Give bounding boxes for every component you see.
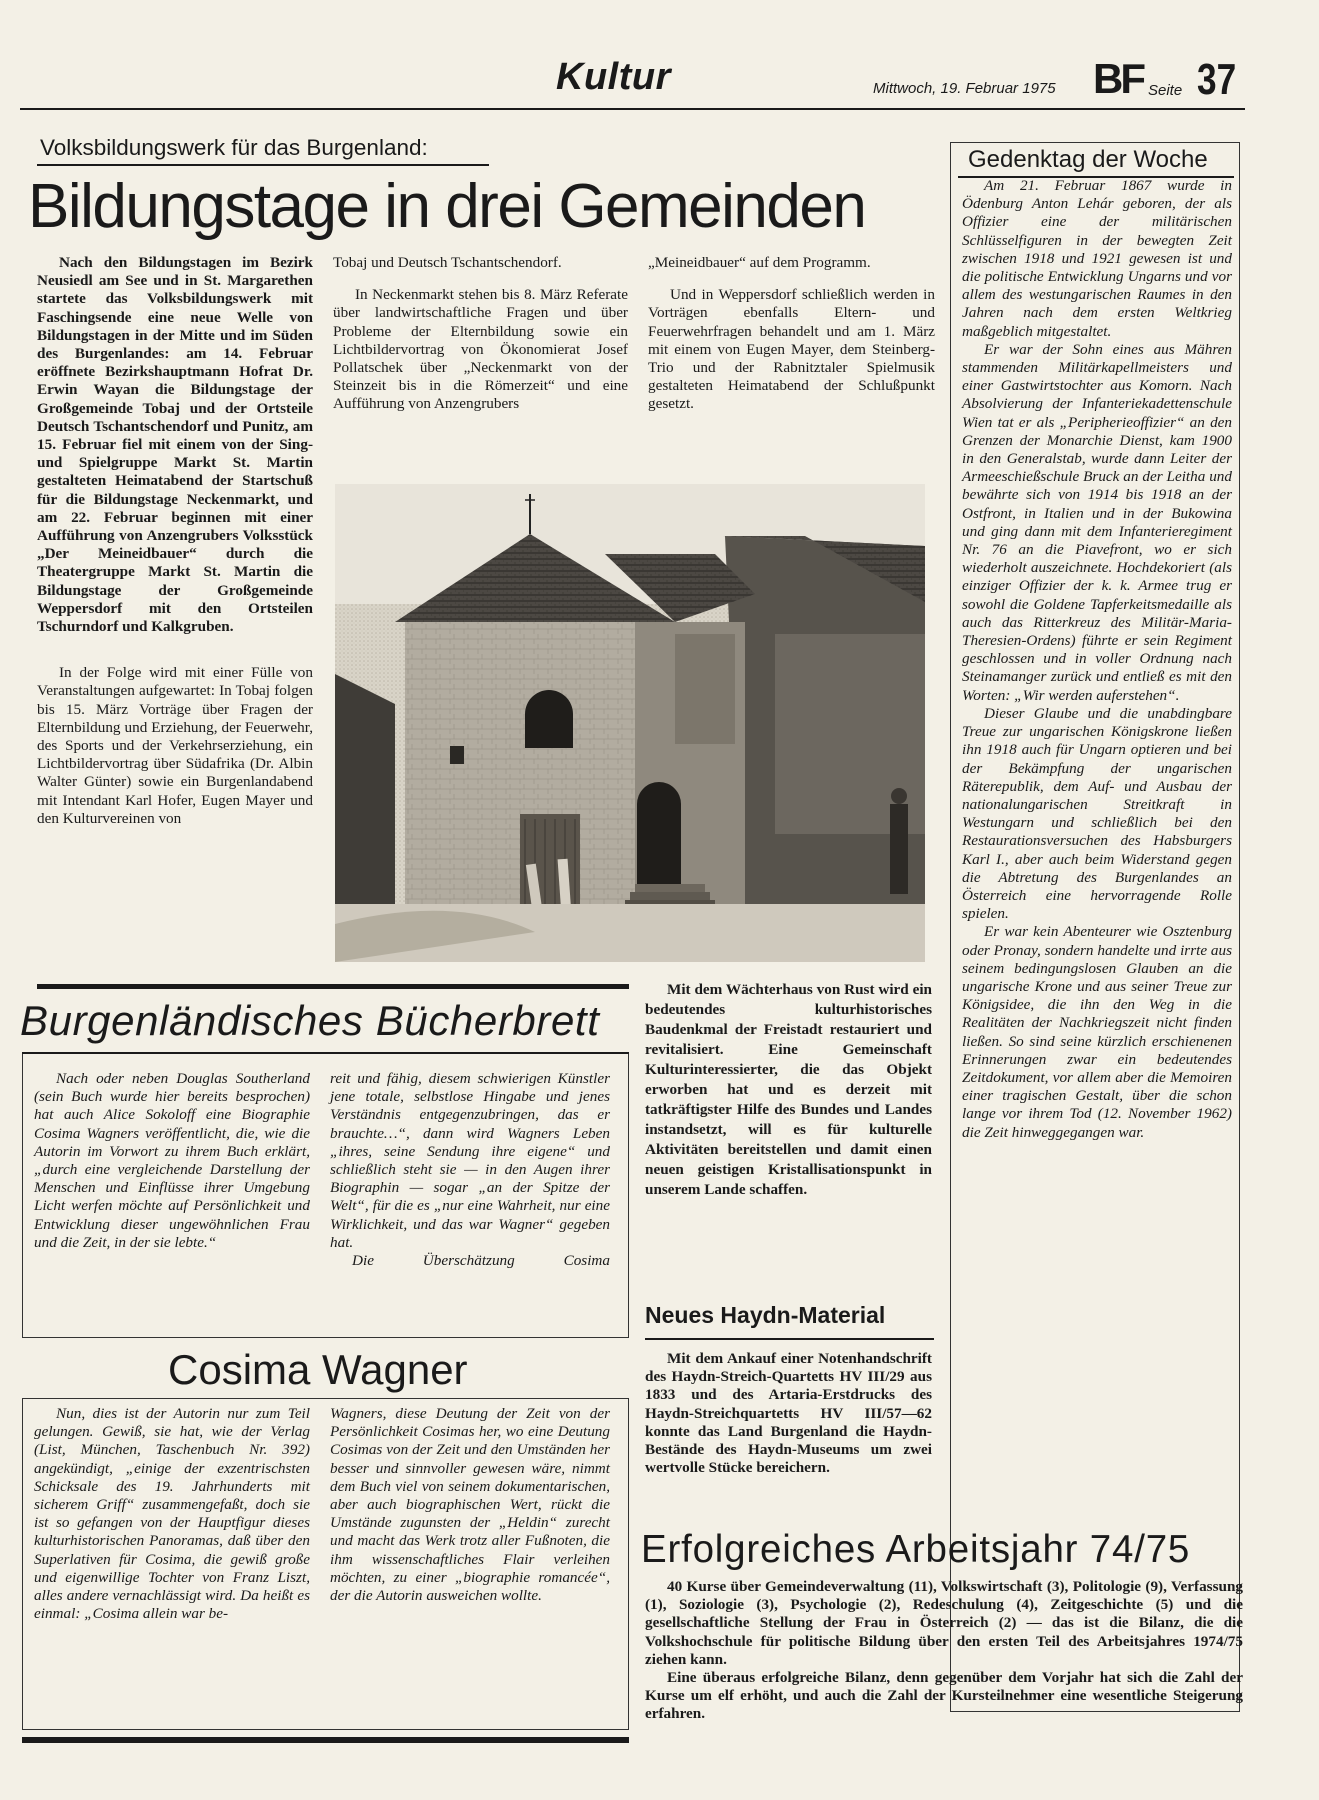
books-paragraph: Nun, dies ist der Autorin nur zum Teil gelungen. Gewiß, sie hat, wie der Verlag (List, München, Taschenbuch Nr. 392) angekündigt, „einige der exzentrischsten Schicksale des 19. Jahrhunderts mit sicherem Griff“ zusammengefaßt, doch sie ist so gefangen von der Hauptfigur dieses kulturhistorischen Panoramas, daß über den Superlativen für Cosima, die gewiß große und eigenwillige Tochter von Franz Liszt, alles andere vernachlässigt wird. Da heißt es einmal: „Cosima allein war be- xyxy=(34,1405,310,1623)
erfolg-heading: Erfolgreiches Arbeitsjahr 74/75 xyxy=(641,1528,1191,1571)
kicker-underline xyxy=(37,164,489,166)
gedenktag-paragraph: Er war kein Abenteurer wie Osztenburg oder Pronay, sondern handelte und irrte aus seinem bedingungslosen Glauben an die ungarische Krone und aus seiner Treue zur Königsidee, die ihn den Weg in die Realitäten der Nachkriegszeit nicht finden ließen. So sind seine kürzlich erschienenen Erinnerungen zwar ein bedeutendes Zeitdokument, vor allem aber die Memoiren einer tragischen Gestalt, über die schon lange vor ihrem Tod (12. November 1962) die Zeit hinweggegangen war. xyxy=(962,923,1232,1141)
article-col-3 xyxy=(648,254,935,414)
newspaper-logo: BF xyxy=(1093,55,1143,102)
haydn-paragraph: Mit dem Ankauf einer Notenhandschrift des Haydn-Streich-Quartetts HV III/29 aus 1833 und des Artaria-Erstdrucks des Haydn-Streichquartetts HV III/57—62 konnte das Land Burgenland die Haydn-Bestände des Haydn-Museums um zwei wertvolle Stücke bereichern. xyxy=(645,1350,932,1477)
books-paragraph: Die Überschätzung Cosima xyxy=(352,1252,610,1270)
article-paragraph: „Meineidbauer“ auf dem Programm. xyxy=(648,254,871,271)
gedenktag-paragraph: Dieser Glaube und die unabdingbare Treue zur ungarischen Königskrone ließen ihn 1918 auch für Ungarn optieren und bei der Bekämpfung der ungarischen Räterepublik, dem Auf- und Ausbau der nationalungarischen Streitkraft in Westungarn und schließlich bei den Restaurationsversuchen des Habsburgers Karl I., aber auch beim Widerstand gegen die Abtretung des Burgenlandes an Österreich eine hervorragende Rolle spielen. xyxy=(962,704,1232,923)
books-paragraph: Wagners, diese Deutung der Zeit von der Persönlichkeit Cosimas her, wo eine Deutung Cosimas von der Zeit und den Umständen her besser und sinnvoller gewesen wäre, nimmt dem Buch viel von seinem dokumentarischen, aber auch biographischen Wert, rückt die Umstände zugunsten der „Heldin“ zurecht und macht das Werk trotz aller Fußnoten, die ihm wissenschaftliches Flair verleihen möchten, zu einer „biographie romancée“, der die Autorin ausweichen wollte. xyxy=(330,1405,610,1605)
gedenktag-heading: Gedenktag der Woche xyxy=(968,146,1208,173)
books-col-1 xyxy=(34,1070,310,1252)
haydn-col xyxy=(645,1350,932,1477)
watchhouse-photo xyxy=(335,484,925,962)
gedenktag-paragraph: Am 21. Februar 1867 wurde in Ödenburg Anton Lehár geboren, der als Offizier eine der militärischen Schlüsselfiguren in der bewegten Zeit zwischen 1918 und 1921 gewesen ist und die politische Entwicklung Ungarns und vor allem des westungarischen Raumes in den Jahren nach dem ersten Weltkrieg maßgeblich mitgestaltet. xyxy=(962,177,1232,340)
erfolg-paragraph: 40 Kurse über Gemeindeverwaltung (11), Volkswirtschaft (3), Politologie (9), Verfassung (1), Soziologie (3), Psychologie (2), Redeschulung (4), Zeitgeschichte (5) und die gesellschaftliche Stellung der Frau in Österreich (2) — das ist die Bilanz, die die Volkshochschule für politische Bildung über den ersten Teil des Arbeitsjahres 1974/75 ziehen kann. xyxy=(645,1578,1243,1668)
books-bottom-rule xyxy=(22,1737,629,1743)
haydn-heading: Neues Haydn-Material xyxy=(645,1302,886,1328)
photo-caption-col xyxy=(645,980,932,1200)
article-paragraph: In der Folge wird mit einer Fülle von Veranstaltungen aufgewartet: In Tobaj folgen bis 15. März Vorträge über Fragen der Elternbildung und Erziehung, der Feuerwehr, des Sports und der Verkehrserziehung, ein Lichtbildervortrag über Südafrika (Dr. Albin Walter Günter) sowie ein Burgenlandabend mit Intendant Karl Hofer, Eugen Mayer und den Kulturvereinen von xyxy=(37,664,313,827)
section-title: Kultur xyxy=(556,56,671,98)
article-paragraph: Und in Weppersdorf schließlich werden in Vorträgen ebenfalls Eltern- und Feuerwehrfragen behandelt und am 1. März mit einem von Eugen Mayer, dem Steinberg-Trio und der Rabnitztaler Spielmusik gestalteten Heimatabend der Schlußpunkt gesetzt. xyxy=(648,286,935,413)
article-lead: Nach den Bildungstagen im Bezirk Neusiedl am See und in St. Margarethen startete das Volksbildungswerk mit Faschingsende eine neue Welle von Bildungstagen in der Mitte und im Süden des Burgenlandes: am 14. Februar eröffnete Bezirkshauptmann Hofrat Dr. Erwin Wayan die Bildungstage der Großgemeinde Tobaj und der Ortsteile Deutsch Tschantschendorf und Punitz, am 15. Februar fiel mit einem von der Sing- und Spielgruppe Markt St. Martin gestalteten Heimatabend der Startschuß für die Bildungstage Neckenmarkt, und am 22. Februar beginnen mit einer Aufführung von Anzengrubers Volksstück „Der Meineidbauer“ durch die Theatergruppe Markt St. Martin die Bildungstage der Großgemeinde Weppersdorf mit den Ortsteilen Tschurndorf und Kalkgruben. xyxy=(37,254,313,636)
issue-date: Mittwoch, 19. Februar 1975 xyxy=(873,80,1056,97)
books-heading: Burgenländisches Bücherbrett xyxy=(20,997,600,1044)
article-paragraph: In Neckenmarkt stehen bis 8. März Referate über landwirtschaftliche Fragen und über Probleme der Elternbildung sowie ein Lichtbildervortrag von Ökonomierat Josef Pollatschek über „Neckenmarkt von der Steinzeit bis in die Römerzeit“ und eine Aufführung von Anzengrubers xyxy=(333,286,628,413)
article-paragraph: Tobaj und Deutsch Tschantschendorf. xyxy=(333,254,562,271)
article-kicker: Volksbildungswerk für das Burgenland: xyxy=(40,135,428,160)
erfolg-paragraph: Eine überaus erfolgreiche Bilanz, denn gegenüber dem Vorjahr hat sich die Zahl der Kurse um elf erhöht, und auch die Zahl der Kursteilnehmer eine wesentliche Steigerung erfahren. xyxy=(645,1669,1243,1723)
books-col-3 xyxy=(34,1405,310,1623)
gedenktag-paragraph: Er war der Sohn eines aus Mähren stammenden Militärkapellmeisters und einer Gastwirtstochter aus Komorn. Nach Absolvierung der Infanteriekadettenschule Wien tat er als „Peripherieoffizier“ an den Grenzen der Monarchie Dienst, kam 1900 in den Generalstab, wurde dann Leiter der Armeeschießschule Bruck an der Leitha und bewährte sich von 1914 bis 1918 an der Ostfront, in Italien und in der Bukowina und ging dann mit dem Infanterieregiment Nr. 76 an die Piavefront, wo er sich wiederholt auszeichnete. Hochdekoriert (als einziger Offizier der k. k. Armee trug er sowohl die Goldene Tapferkeitsmedaille als auch das Ritterkreuz des Militär-Maria-Theresien-Ordens) führte er sein Regiment geschlossen und in voller Ordnung nach Steinamanger zurück und entließ es mit den Worten: „Wir werden auferstehen“. xyxy=(962,340,1232,704)
books-paragraph: reit und fähig, diesem schwierigen Künstler jene totale, selbstlose Hingabe und jenes Verständnis entgegenzubringen, das er brauchte…“, dann wird Wagners Leben „ihres, seine Sendung ihre eigene“ und schließlich steht sie — in den Augen ihrer Biographin — sogar „an der Spitze der Welt“, für die es „nur eine Wahrheit, nur eine Wirklichkeit, und das war Wagner“ gegeben hat. xyxy=(330,1070,610,1251)
gedenktag-col xyxy=(962,177,1232,1142)
page-label: Seite xyxy=(1148,82,1183,99)
article-col-1 xyxy=(37,254,313,828)
erfolg-col xyxy=(645,1578,1243,1724)
article-headline: Bildungstage in drei Gemeinden xyxy=(28,172,866,241)
photo-caption: Mit dem Wächterhaus von Rust wird ein bedeutendes kulturhistorisches Baudenkmal der Freistadt restauriert und revitalisiert. Eine Gemeinschaft Kulturinteressierter, die das Objekt erworben hat und es derzeit mit tatkräftigster Hilfe des Bundes und Landes instandsetzt, will es für kulturelle Aktivitäten bereitstellen und damit einen neuen geistigen Kristallisationspunkt in unserem Lande schaffen. xyxy=(645,981,932,1198)
page-number: 37 xyxy=(1197,55,1237,104)
books-paragraph: Nach oder neben Douglas Southerland (sein Buch wurde hier bereits besprochen) hat auch Alice Sokoloff eine Biographie Cosima Wagners veröffentlicht, die, wie die Autorin im Vorwort zu ihrem Buch erklärt, „durch eine vergleichende Darstellung der Menschen und Einflüsse ihrer Umgebung Licht werfen möchte auf Persönlichkeit und Entwicklung dieser ungewöhnlichen Frau und die Zeit, in der sie lebte.“ xyxy=(34,1070,310,1251)
books-top-rule xyxy=(37,984,629,989)
article-col-2 xyxy=(333,254,628,414)
header-rule xyxy=(20,108,1245,110)
haydn-rule xyxy=(645,1338,934,1340)
books-col-4 xyxy=(330,1405,610,1605)
books-subheading: Cosima Wagner xyxy=(168,1346,468,1393)
books-col-2 xyxy=(330,1070,610,1270)
